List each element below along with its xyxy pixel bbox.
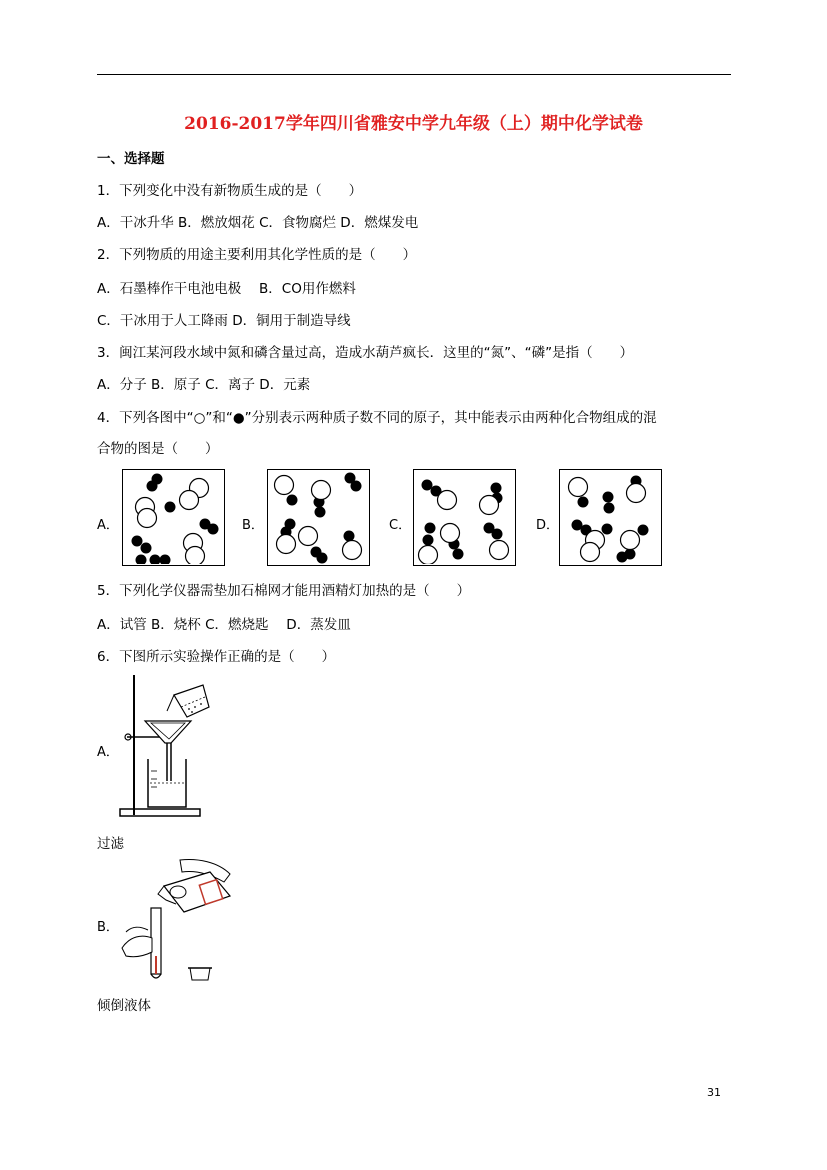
question-3-stem: 3．闽江某河段水域中氮和磷含量过高，造成水葫芦疯长．这里的“氮”、“磷”是指（ ） bbox=[97, 345, 634, 361]
molecule-diagram-b bbox=[267, 469, 370, 566]
molecule-diagram-c bbox=[413, 469, 516, 566]
question-5-options: A．试管 B．烧杯 C．燃烧匙 D．蒸发皿 bbox=[97, 617, 351, 633]
page-number: 31 bbox=[707, 1086, 721, 1099]
option-a-label-q6: A． bbox=[97, 745, 119, 760]
option-d-label: D． bbox=[536, 518, 560, 533]
caption-pouring-liquid: 倾倒液体 bbox=[97, 998, 151, 1014]
question-2-stem: 2．下列物质的用途主要利用其化学性质的是（ ） bbox=[97, 247, 417, 263]
section-heading: 一、选择题 bbox=[97, 151, 165, 167]
caption-filtration: 过滤 bbox=[97, 836, 124, 852]
option-b-label: B． bbox=[242, 518, 264, 533]
pouring-liquid-illustration bbox=[118, 856, 236, 986]
option-b-label-q6: B． bbox=[97, 920, 119, 935]
molecule-diagram-a bbox=[122, 469, 225, 566]
question-5-stem: 5．下列化学仪器需垫加石棉网才能用酒精灯加热的是（ ） bbox=[97, 583, 471, 599]
question-4-stem-line2: 合物的图是（ ） bbox=[97, 441, 219, 457]
header-rule bbox=[97, 74, 731, 75]
question-1-options: A．干冰升华 B．燃放烟花 C．食物腐烂 D．燃煤发电 bbox=[97, 215, 419, 231]
question-1-stem: 1．下列变化中没有新物质生成的是（ ） bbox=[97, 183, 363, 199]
page-title: 2016-2017学年四川省雅安中学九年级（上）期中化学试卷 bbox=[184, 114, 643, 134]
question-2-options-row2: C．干冰用于人工降雨 D．铜用于制造导线 bbox=[97, 313, 351, 329]
question-6-stem: 6．下图所示实验操作正确的是（ ） bbox=[97, 649, 336, 665]
filtration-illustration bbox=[117, 671, 213, 821]
question-2-options-row1: A．石墨棒作干电池电极 B．CO用作燃料 bbox=[97, 281, 356, 297]
option-c-label: C． bbox=[389, 518, 412, 533]
question-3-options: A．分子 B．原子 C．离子 D．元素 bbox=[97, 377, 311, 393]
option-a-label: A． bbox=[97, 518, 119, 533]
molecule-diagram-d bbox=[559, 469, 662, 566]
question-4-stem-line1: 4．下列各图中“○”和“●”分别表示两种质子数不同的原子，其中能表示由两种化合物组成的混 bbox=[97, 410, 657, 426]
